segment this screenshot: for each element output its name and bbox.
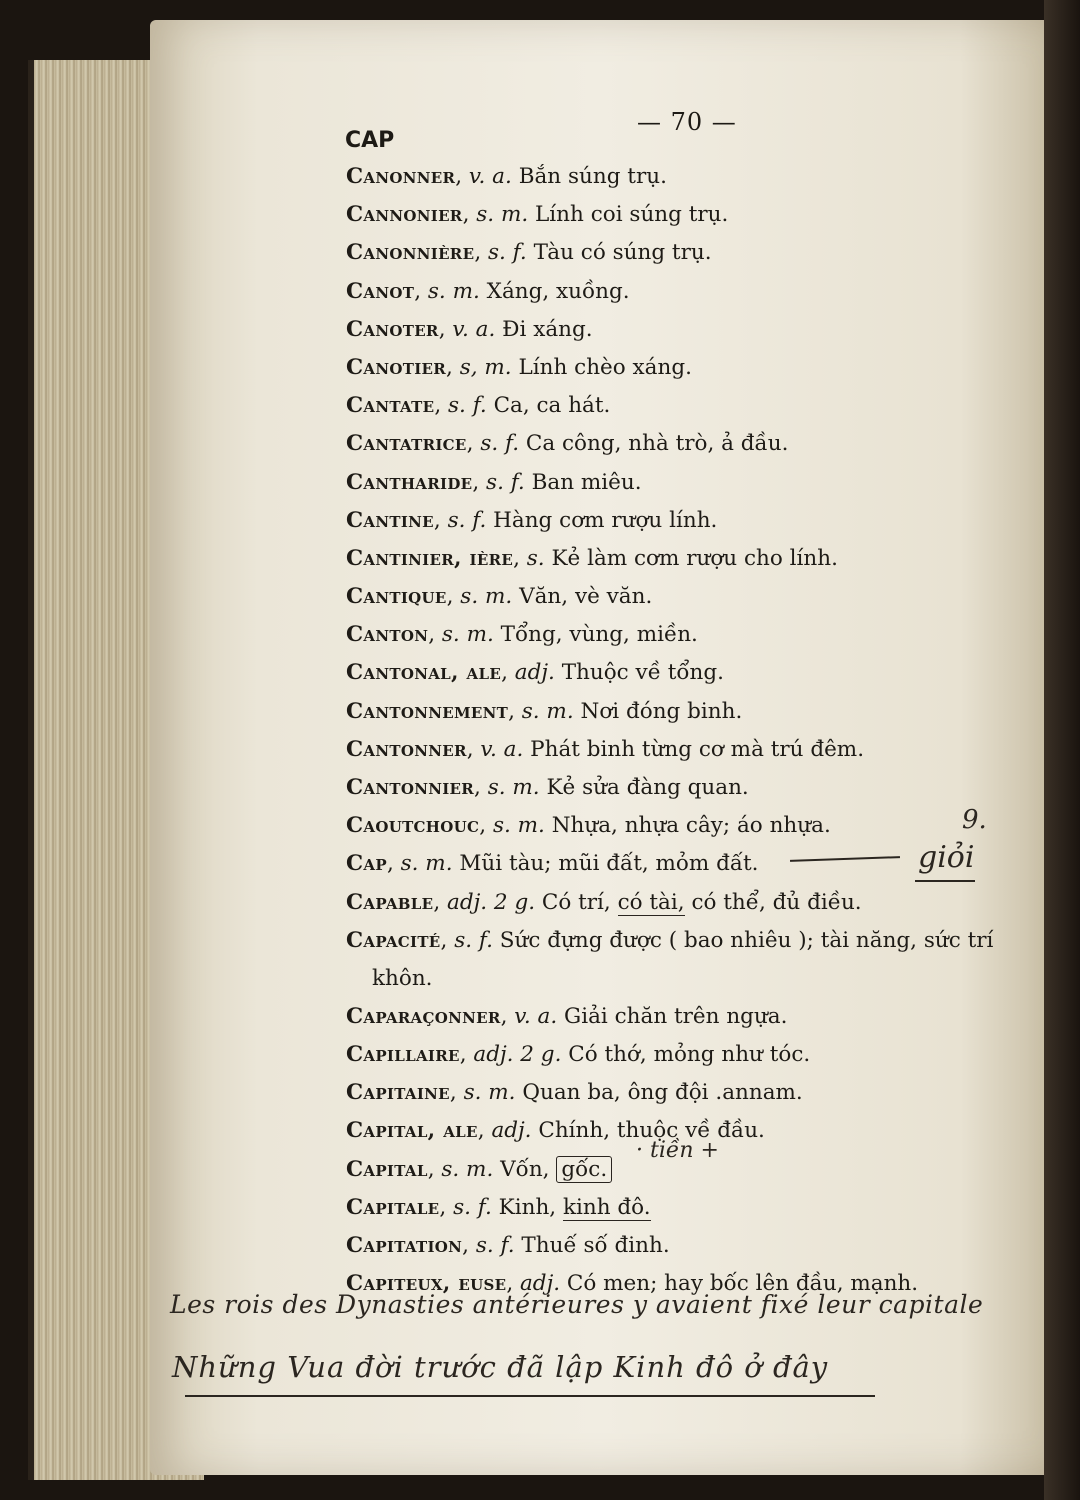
dictionary-entry: Cantate, s. f. Ca, ca hát. [346,393,611,419]
grammar: adj. 2 g. [447,889,536,915]
definition: Đi xáng. [502,316,593,342]
definition: Giải chăn trên ngựa. [564,1003,788,1029]
definition: Ca, ca hát. [493,393,611,419]
definition: Thuộc về tổng. [561,660,724,686]
dictionary-entry: Cantonnier, s. m. Kẻ sửa đàng quan. [346,775,749,800]
dictionary-entry: Canotier, s, m. Lính chèo xáng. [346,354,692,380]
headword: Cantatrice [346,431,467,457]
grammar: s. f. [480,431,520,457]
grammar: s. m. [441,622,494,648]
book-spine [1044,0,1080,1500]
dictionary-entry: Cantonnement, s. m. Nơi đóng binh. [346,698,743,724]
headword: Caoutchouc [346,813,480,839]
grammar: s, m. [459,354,512,380]
definition: Phát binh từng cơ mà trú đêm. [530,736,865,762]
dictionary-entry: Capillaire, adj. 2 g. Có thớ, mỏng như tóc. [346,1041,811,1067]
dictionary-entry: Canonnière, s. f. Tàu có súng trụ. [346,240,712,266]
grammar: s. m. [463,1080,516,1106]
definition: Tàu có súng trụ. [533,240,712,266]
dictionary-entry: Cantique, s. m. Văn, vè văn. [346,584,653,610]
grammar: s. m. [460,584,513,610]
dictionary-entry: Capitaine, s. m. Quan ba, ông đội .annam. [346,1080,803,1106]
grammar: s. f. [454,927,493,953]
grammar: s. f. [486,469,525,495]
dictionary-entry: Cantharide, s. f. Ban miêu. [346,469,642,495]
headword: Capital, ale [346,1118,478,1144]
dictionary-entry: Cantinier, ière, s. Kẻ làm cơm rượu cho lính. [346,545,838,571]
definition: Vốn, [500,1156,550,1182]
headword: Cantique [346,584,447,610]
handwritten-line [915,880,975,882]
grammar: s. m. [400,851,453,877]
headword: Canoter [346,316,439,342]
headword: Canton [346,622,429,648]
grammar: s. f. [487,240,527,266]
grammar: v. a. [480,736,524,762]
headword: Cantine [346,507,434,533]
headword: Canot [346,278,415,304]
handwritten-french-note: Les rois des Dynasties antérieures y avaient fixé leur capitale [170,1290,984,1319]
definition: Thuế số đinh. [521,1232,670,1258]
headword: Capitale [346,1194,440,1220]
grammar: s. f. [447,507,487,533]
entry-capacite: Capacité, s. f. Sức đựng được ( bao nhiêu ); tài năng, sức trí khôn. [346,922,1046,998]
entry-capital-m: Capital, s. m. Vốn, gốc. [346,1151,1046,1189]
definition: Văn, vè văn. [519,584,653,610]
grammar: adj. 2 g. [473,1041,562,1067]
grammar: s. f. [448,393,487,419]
headword: Capital [346,1156,428,1182]
definition: Quan ba, ông đội .annam. [522,1080,803,1106]
grammar: s. f. [475,1232,515,1258]
headword: Canonnière [346,240,475,266]
grammar: s. m. [487,775,540,800]
grammar: s. m. [521,698,574,724]
dictionary-entry: Canoter, v. a. Đi xáng. [346,316,593,342]
definition: Kẻ sửa đàng quan. [546,775,749,800]
headword: Cantharide [346,469,473,495]
grammar: v. a. [468,164,512,189]
dictionary-entry: Canot, s. m. Xáng, xuồng. [346,278,630,304]
running-head: CAP [345,128,395,153]
dictionary-entry: Canton, s. m. Tổng, vùng, miền. [346,622,698,648]
dictionary-entry: Cantine, s. f. Hàng cơm rượu lính. [346,507,718,533]
headword: Cantonner [346,736,467,762]
grammar: s. f. [453,1194,492,1220]
grammar: s. m. [427,278,480,304]
definition: Có men; hay bốc lên đầu, mạnh. [566,1271,919,1297]
dictionary-entry: Capiteux, euse, adj. Có men; hay bốc lên đầu, mạnh. [346,1271,919,1297]
dictionary-entry: Caparaçonner, v. a. Giải chăn trên ngựa. [346,1003,788,1029]
dictionary-entry: Cannonier, s. m. Lính coi súng trụ. [346,202,729,228]
page-number: — 70 — [637,108,737,136]
headword: Capacité [346,927,441,953]
headword: Capillaire [346,1041,460,1067]
headword: Cap [346,851,387,877]
headword: Cantonal, ale [346,660,502,686]
page-header [345,108,845,153]
headword: Capitaine [346,1080,450,1106]
grammar: s. m. [476,202,529,228]
definition: Có thớ, mỏng như tóc. [568,1041,811,1067]
definition: có thể, đủ điều. [691,889,862,915]
definition: Nhựa, nhựa cây; áo nhựa. [551,813,831,839]
definition: Sức đựng được ( bao nhiêu ); tài năng, sức trí [499,927,994,953]
definition: Ban miêu. [531,469,642,495]
headword: Capable [346,889,434,915]
dictionary-entry: Cap, s. m. Mũi tàu; mũi đất, mỏm đất. [346,851,759,877]
definition: Nơi đóng binh. [580,698,743,724]
definition: Lính chèo xáng. [518,354,692,380]
grammar: s. [526,545,545,571]
definition: Ca công, nhà trò, ả đầu. [525,431,789,457]
definition: Kẻ làm cơm rượu cho lính. [551,545,838,571]
headword: Canotier [346,354,447,380]
definition: Tổng, vùng, miền. [500,622,698,648]
handwritten-box-note: · tiền + [636,1138,719,1163]
handwritten-margin-word: giỏi [918,840,975,875]
definition-boxed: gốc. [556,1156,612,1183]
grammar: adj. [514,660,555,686]
definition: Có trí, [541,889,611,915]
headword: Cantinier, ière [346,545,514,571]
headword: Cantonnement [346,698,509,724]
dictionary-entry: Canonner, v. a. Bắn súng trụ. [346,164,667,189]
definition: Hàng cơm rượu lính. [493,507,718,533]
dictionary-entry: Cantatrice, s. f. Ca công, nhà trò, ả đầu. [346,431,789,457]
definition: Bắn súng trụ. [518,164,667,189]
grammar: s. m. [441,1156,494,1182]
headword: Capitation [346,1232,463,1258]
headword: Cantonnier [346,775,475,800]
definition: Kinh, [498,1194,557,1220]
grammar: v. a. [514,1003,558,1029]
definition-underlined: có tài, [617,889,685,915]
headword: Caparaçonner [346,1003,501,1029]
entry-capitale: Capitale, s. f. Kinh, kinh đô. [346,1194,651,1220]
dictionary-entry: Cantonner, v. a. Phát binh từng cơ mà trú đêm. [346,736,865,762]
grammar: s. m. [492,813,545,839]
grammar: adj. [519,1271,561,1297]
dictionary-entry: Capital, ale, adj. Chính, thuộc về đầu. [346,1118,765,1144]
definition-underlined: kinh đô. [562,1194,651,1220]
definition: Lính coi súng trụ. [535,202,729,228]
dictionary-entry: Caoutchouc, s. m. Nhựa, nhựa cây; áo nhựa. [346,813,831,839]
definition-continued: khôn. [372,965,433,991]
headword: Cannonier [346,202,463,228]
definition: Chính, thuộc về đầu. [538,1118,765,1144]
definition: Mũi tàu; mũi đất, mỏm đất. [459,851,759,877]
handwritten-margin-number: 9. [962,805,987,835]
headword: Capiteux, euse [346,1271,507,1297]
dictionary-entries [346,158,1046,1303]
dictionary-entry: Capitation, s. f. Thuế số đinh. [346,1232,670,1258]
entry-capable: Capable, adj. 2 g. Có trí, có tài, có thể, đủ điều. [346,889,862,915]
definition: Xáng, xuồng. [486,278,630,304]
headword: Cantate [346,393,435,419]
grammar: v. a. [452,316,496,342]
handwritten-underline [185,1395,875,1397]
dictionary-entry: Cantonal, ale, adj. Thuộc về tổng. [346,660,724,686]
grammar: adj. [491,1118,532,1144]
handwritten-vietnamese-note: Những Vua đời trước đã lập Kinh đô ở đây [172,1350,829,1384]
headword: Canonner [346,164,456,189]
